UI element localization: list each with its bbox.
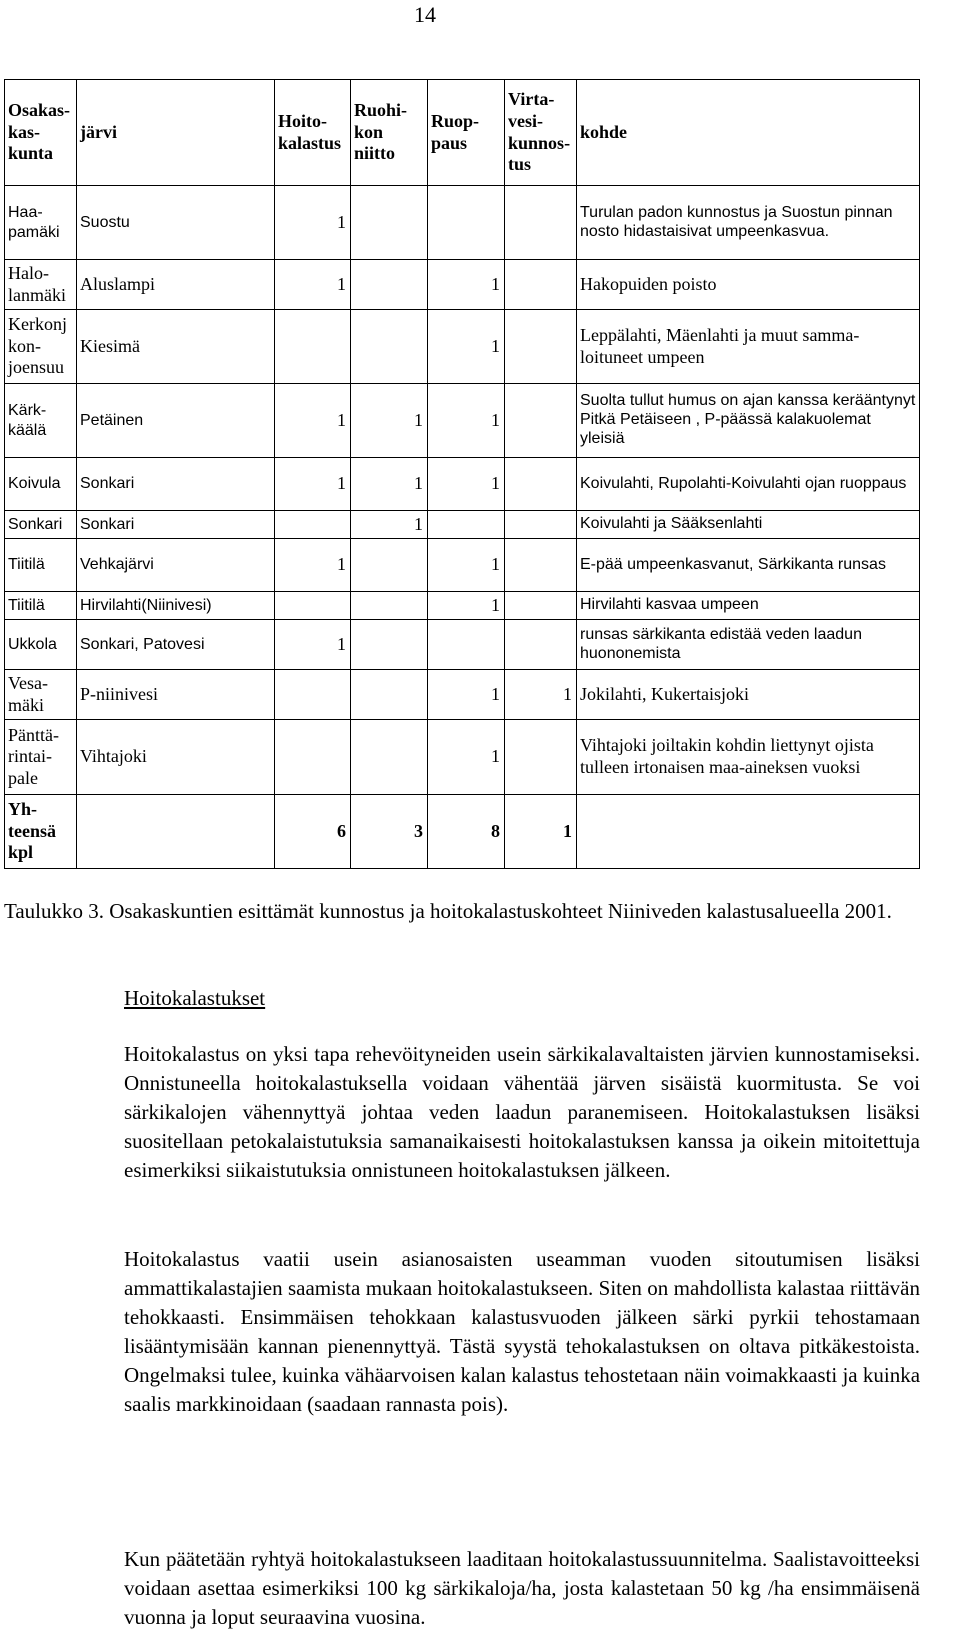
paragraph: Kun päätetään ryhtyä hoitokalastukseen laaditaan hoitokalastussuunnitelma. Saalistavoitteeksi voidaan asettaa esimerkiksi 100 kg särkikaloja/ha, josta kalastetaan 50 kg /ha ensimmäisenä vuonna ja loput seuraavina vuosina. (124, 1547, 920, 1629)
cell-ruoppaus (428, 511, 505, 539)
cell-hoitokalastus: 1 (275, 186, 351, 260)
cell-hoitokalastus: 1 (275, 539, 351, 592)
cell-virtavesi (505, 592, 577, 620)
cell-osakaskunta: Vesamäki (5, 670, 77, 720)
header-virtavesikunnostus: Virtavesikunnostus (505, 80, 577, 186)
restoration-table (4, 79, 920, 869)
cell-kohde: Turulan padon kunnostus ja Suostun pinnan nosto hidastaisivat umpeenkasvua. (577, 186, 920, 260)
total-hoitokalastus: 6 (275, 795, 351, 869)
cell-hoitokalastus: 1 (275, 384, 351, 458)
cell-ruohikon-niitto (351, 539, 428, 592)
cell-kohde: Leppälahti, Mäenlahti ja muut sammaloituneet umpeen (577, 310, 920, 384)
total-ruoppaus: 8 (428, 795, 505, 869)
cell-virtavesi (505, 260, 577, 310)
cell-ruohikon-niitto: 1 (351, 458, 428, 511)
cell-ruoppaus: 1 (428, 260, 505, 310)
cell-virtavesi (505, 458, 577, 511)
cell-hoitokalastus (275, 310, 351, 384)
table-header-row (5, 80, 920, 186)
cell-jarvi: Vehkajärvi (77, 539, 275, 592)
cell-jarvi: Sonkari, Patovesi (77, 620, 275, 670)
cell-kohde: runsas särkikanta edistää veden laadun huononemista (577, 620, 920, 670)
cell-osakaskunta: Sonkari (5, 511, 77, 539)
total-label: Yhteensä kpl (5, 795, 77, 869)
table-row (5, 592, 920, 620)
cell-hoitokalastus: 1 (275, 620, 351, 670)
cell-ruoppaus: 1 (428, 670, 505, 720)
table-row (5, 260, 920, 310)
paragraph: Hoitokalastus on yksi tapa rehevöityneiden usein särkikalavaltaisten järvien kunnostamiseksi. Onnistuneella hoitokalastuksella voidaan vähentää järven sisäistä kuormitusta. Se voi särkikalojen vähennyttyä johtaa veden laadun paranemiseen. Hoitokalastuksen lisäksi suositellaan petokalaistutuksia samanaikaisesti hoitokalastuksen kanssa ja oikein mitoitettuja esimerkiksi siikaistutuksia onnistuneen hoitokalastuksen jälkeen. (124, 1042, 920, 1182)
cell-kohde: E-pää umpeenkasvanut, Särkikanta runsas (577, 539, 920, 592)
cell-kohde: Hakopuiden poisto (577, 260, 920, 310)
cell-ruoppaus: 1 (428, 720, 505, 795)
table-row (5, 458, 920, 511)
table-row (5, 384, 920, 458)
section-heading: Hoitokalastukset (124, 986, 266, 1010)
cell-osakaskunta: Kerkonj konjoensuu (5, 310, 77, 384)
cell-hoitokalastus (275, 720, 351, 795)
cell-osakaskunta: Koivula (5, 458, 77, 511)
total-virtavesi: 1 (505, 795, 577, 869)
table-caption: Taulukko 3. Osakaskuntien esittämät kunnostus ja hoitokalastuskohteet Niiniveden kalastusalueella 2001. (4, 899, 892, 923)
cell-jarvi: Sonkari (77, 511, 275, 539)
cell-osakaskunta: Haapamäki (5, 186, 77, 260)
total-jarvi (77, 795, 275, 869)
cell-hoitokalastus (275, 670, 351, 720)
cell-ruoppaus (428, 620, 505, 670)
cell-jarvi: Sonkari (77, 458, 275, 511)
cell-ruohikon-niitto (351, 260, 428, 310)
total-kohde (577, 795, 920, 869)
cell-ruohikon-niitto (351, 670, 428, 720)
cell-jarvi: Hirvilahti(Niinivesi) (77, 592, 275, 620)
cell-osakaskunta: Kärkkäälä (5, 384, 77, 458)
cell-jarvi: P-niinivesi (77, 670, 275, 720)
cell-osakaskunta: Pänttärintaipale (5, 720, 77, 795)
cell-ruoppaus: 1 (428, 384, 505, 458)
cell-ruohikon-niitto: 1 (351, 384, 428, 458)
cell-osakaskunta: Ukkola (5, 620, 77, 670)
cell-kohde: Suolta tullut humus on ajan kanssa kerääntynyt Pitkä Petäiseen , P-päässä kalakuolemat yleisiä (577, 384, 920, 458)
header-osakaskunta: Osakaskaskunta (5, 80, 77, 186)
page-number: 14 (414, 2, 436, 27)
cell-kohde: Jokilahti, Kukertaisjoki (577, 670, 920, 720)
cell-hoitokalastus (275, 511, 351, 539)
cell-ruohikon-niitto (351, 720, 428, 795)
cell-kohde: Hirvilahti kasvaa umpeen (577, 592, 920, 620)
cell-ruoppaus (428, 186, 505, 260)
cell-ruohikon-niitto (351, 186, 428, 260)
cell-jarvi: Kiesimä (77, 310, 275, 384)
cell-hoitokalastus: 1 (275, 458, 351, 511)
cell-ruohikon-niitto (351, 620, 428, 670)
table-row (5, 670, 920, 720)
cell-ruohikon-niitto (351, 592, 428, 620)
table-row (5, 310, 920, 384)
header-kohde: kohde (577, 80, 920, 186)
cell-jarvi: Suostu (77, 186, 275, 260)
cell-virtavesi: 1 (505, 670, 577, 720)
table-row (5, 186, 920, 260)
cell-jarvi: Aluslampi (77, 260, 275, 310)
header-hoitokalastus: Hoitokalastus (275, 80, 351, 186)
total-ruohikon-niitto: 3 (351, 795, 428, 869)
table-row (5, 720, 920, 795)
cell-virtavesi (505, 720, 577, 795)
table-row (5, 539, 920, 592)
cell-jarvi: Vihtajoki (77, 720, 275, 795)
table-row (5, 620, 920, 670)
table-row (5, 511, 920, 539)
table-total-row (5, 795, 920, 869)
paragraph: Hoitokalastus vaatii usein asianosaisten useamman vuoden sitoutumisen lisäksi ammattikalastajien saamista mukaan hoitokalastukseen. Siten on mahdollista kalastaa riittävän tehokkaasti. Ensimmäisen tehokkaan kalastusvuoden jälkeen särki pyrkii tehostamaan lisääntymisään kannan pienennyttyä. Tästä syystä tehokalastuksen on oltava pitkäkestoista. Ongelmaksi tulee, kuinka vähäarvoisen kalan kalastus tehostetaan näin voimakkaasti ja kuinka saalis markkinoidaan (saadaan rannasta pois). (124, 1247, 921, 1416)
cell-virtavesi (505, 511, 577, 539)
cell-hoitokalastus (275, 592, 351, 620)
cell-virtavesi (505, 310, 577, 384)
cell-ruohikon-niitto (351, 310, 428, 384)
cell-ruoppaus: 1 (428, 458, 505, 511)
header-ruoppaus: Ruoppaus (428, 80, 505, 186)
header-ruohikon-niitto: Ruohikon niitto (351, 80, 428, 186)
cell-hoitokalastus: 1 (275, 260, 351, 310)
cell-virtavesi (505, 384, 577, 458)
header-jarvi: järvi (77, 80, 275, 186)
cell-kohde: Koivulahti ja Sääksenlahti (577, 511, 920, 539)
cell-kohde: Vihtajoki joiltakin kohdin liettynyt ojista tulleen irtonaisen maa-aineksen vuoksi (577, 720, 920, 795)
cell-ruoppaus: 1 (428, 592, 505, 620)
cell-ruoppaus: 1 (428, 310, 505, 384)
cell-ruohikon-niitto: 1 (351, 511, 428, 539)
cell-kohde: Koivulahti, Rupolahti-Koivulahti ojan ruoppaus (577, 458, 920, 511)
cell-virtavesi (505, 539, 577, 592)
cell-osakaskunta: Halolanmäki (5, 260, 77, 310)
cell-virtavesi (505, 620, 577, 670)
cell-osakaskunta: Tiitilä (5, 592, 77, 620)
cell-osakaskunta: Tiitilä (5, 539, 77, 592)
cell-jarvi: Petäinen (77, 384, 275, 458)
cell-ruoppaus: 1 (428, 539, 505, 592)
cell-virtavesi (505, 186, 577, 260)
